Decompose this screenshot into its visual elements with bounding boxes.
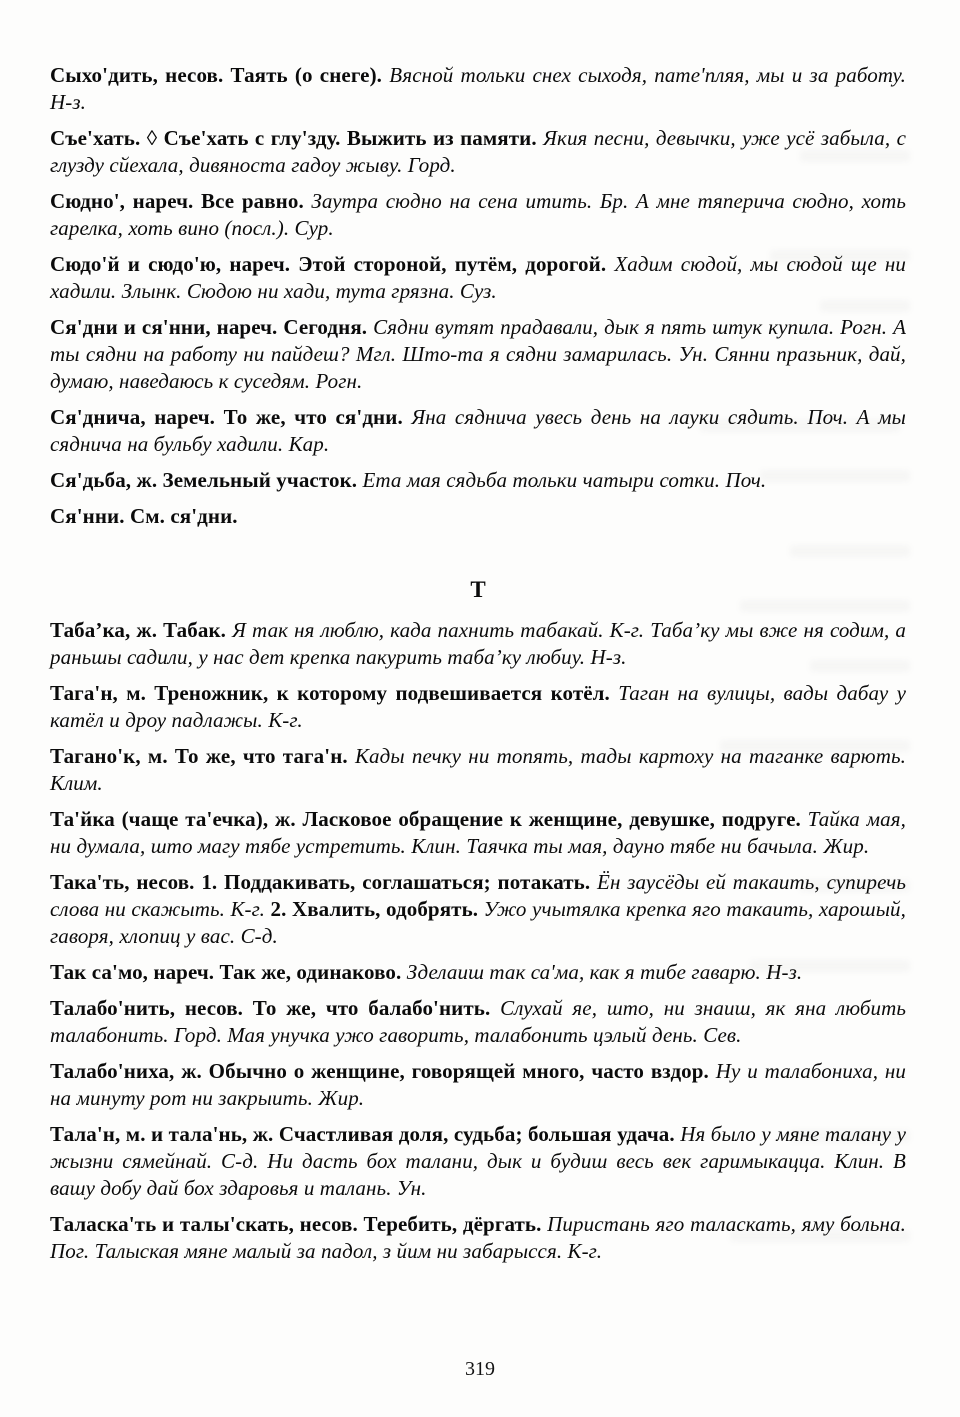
headword-definition-text: Талабо'нить, несов. То же, что балабо'нить. (50, 996, 501, 1020)
dictionary-entry (50, 617, 906, 671)
headword-definition-text: Ся'дьба, ж. Земельный участок. (50, 468, 363, 492)
example-text: Слухай яе, што, ни знаиш, як яна любить талабонить. Горд. Мая унучка ужо гаворить, талабонить цэлый день. Сев. (50, 996, 907, 1047)
headword-definition-text: Тага'н, м. Треножник, к которому подвешивается котёл. (50, 681, 619, 705)
dictionary-entry (50, 62, 906, 116)
dictionary-entry (50, 995, 906, 1049)
headword-definition-text: Сыхо'дить, несов. Таять (о снеге). (50, 63, 390, 87)
example-text: Зделаиш так са'ма, как я тибе гаварю. Н-з. (406, 960, 803, 984)
headword-definition-text: Сюдо'й и сюдо'ю, нареч. Этой стороной, путём, дорогой. (50, 252, 615, 276)
example-text: Кады печку ни топять, тады картоху на таганке варють. Клим. (50, 744, 906, 795)
example-text: Сядни вутят прадавали, дык я пять штук купила. Рогн. А ты сядни на работу ни пайдеш? Мгл. Што-та я сядни замарилась. Ун. Сянни празьник, дай, думаю, наведаюсь к суседям. Рогн. (50, 315, 906, 393)
headword-definition-text: Ся'нни. См. ся'дни. (50, 504, 238, 528)
headword-definition-text: Таласка'ть и талы'скать, несов. Теребить, дёргать. (50, 1212, 548, 1236)
example-text: Вясной тольки снех сыходя, пате'пляя, мы и за работу. Н-з. (50, 63, 906, 114)
dictionary-entry (50, 743, 906, 797)
dictionary-entry (50, 503, 906, 530)
headword-definition-text: Сюдно', нареч. Все равно. (50, 189, 312, 213)
headword-definition-text: Ся'дни и ся'нни, нареч. Сегодня. (50, 315, 374, 339)
dictionary-entry (50, 314, 906, 395)
headword-definition-text: 2. Хвалить, одобрять. (270, 897, 484, 921)
dictionary-entry (50, 188, 906, 242)
entries-container (50, 62, 906, 1265)
example-text: Ну и талабониха, ни на минуту рот ни закрыить. Жир. (50, 1059, 906, 1110)
dictionary-entry (50, 806, 906, 860)
example-text: Ужо учытялка крепка яго такаить, харошый, гаворя, хлопиц у вас. С-д. (50, 897, 907, 948)
headword-definition-text: Тала'н, м. и тала'нь, ж. Счастливая доля, судьба; большая удача. (50, 1122, 681, 1146)
example-text: Заутра сюдно на сена итить. Бр. А мне тяперича сюдно, хоть гарелка, хоть вино (посл.). Сур. (50, 189, 906, 240)
example-text: Яна сяднича увесь день на лауки сядить. Поч. А мы сяднича на бульбу хадили. Кар. (50, 405, 906, 456)
dictionary-entry (50, 467, 906, 494)
headword-definition-text: Ся'днича, нареч. То же, что ся'дни. (50, 405, 412, 429)
dictionary-entry (50, 125, 906, 179)
dictionary-entry (50, 869, 906, 950)
headword-definition-text: Тагано'к, м. То же, что тага'н. (50, 744, 355, 768)
example-text: Ета мая сядьба тольки чатыри сотки. Поч. (362, 468, 767, 492)
dictionary-entry (50, 959, 906, 986)
example-text: Пиристань яго таласкать, яму больна. Пог. Талыская мяне малый за падол, з йим ни забарысся. К-г. (50, 1212, 907, 1263)
dictionary-entry (50, 680, 906, 734)
dictionary-entry (50, 1121, 906, 1202)
headword-definition-text: Съе'хать. ◊ Съе'хать с глу'зду. Выжить из памяти. (50, 126, 544, 150)
example-text: Якия песни, девычки, уже усё забыла, с глузду сйехала, дивяноста гадоу жыву. Горд. (50, 126, 906, 177)
example-text: Ён заусёды ей такаить, супиречь слова ни скажыть. К-г. (50, 870, 906, 921)
dictionary-entry (50, 1058, 906, 1112)
section-letter-header: Т (470, 577, 486, 602)
headword-definition-text: Так са'мо, нареч. Так же, одинаково. (50, 960, 407, 984)
headword-definition-text: Така'ть, несов. 1. Поддакивать, соглашаться; потакать. (50, 870, 598, 894)
example-text: Я так ня люблю, када пахнить табакай. К-г. Таба’ку мы вже ня содим, а раньшы садили, у нас дет крепка пакурить таба’ку любиу. Н-з. (50, 618, 906, 669)
example-text: Ня было у мяне талану у жызни сямейнай. С-д. Ни дасть бох талани, дык и будиш весь век гаримыкацца. Клин. В вашу добу дай бох здаровья и талань. Ун. (50, 1122, 906, 1200)
example-text: Тайка мая, ни думала, што магу тябе устретить. Клин. Таячка ты мая, дауно тябе ни бачыла. Жир. (50, 807, 906, 858)
example-text: Таган на вулицы, вады дабау у катёл и дроу падлажы. К-г. (50, 681, 906, 732)
page-number: 319 (465, 1358, 495, 1380)
dictionary-entry (50, 1211, 906, 1265)
headword-definition-text: Та'йка (чаще та'ечка), ж. Ласковое обращение к женщине, девушке, подруге. (50, 807, 808, 831)
headword-definition-text: Талабо'ниха, ж. Обычно о женщине, говорящей много, часто вздор. (50, 1059, 716, 1083)
dictionary-entry (50, 251, 906, 305)
headword-definition-text: Таба’ка, ж. Табак. (50, 618, 233, 642)
example-text: Хадим сюдой, мы сюдой ще ни хадили. Злынк. Сюдою ни хади, тута грязна. Суз. (50, 252, 906, 303)
dictionary-entry (50, 404, 906, 458)
